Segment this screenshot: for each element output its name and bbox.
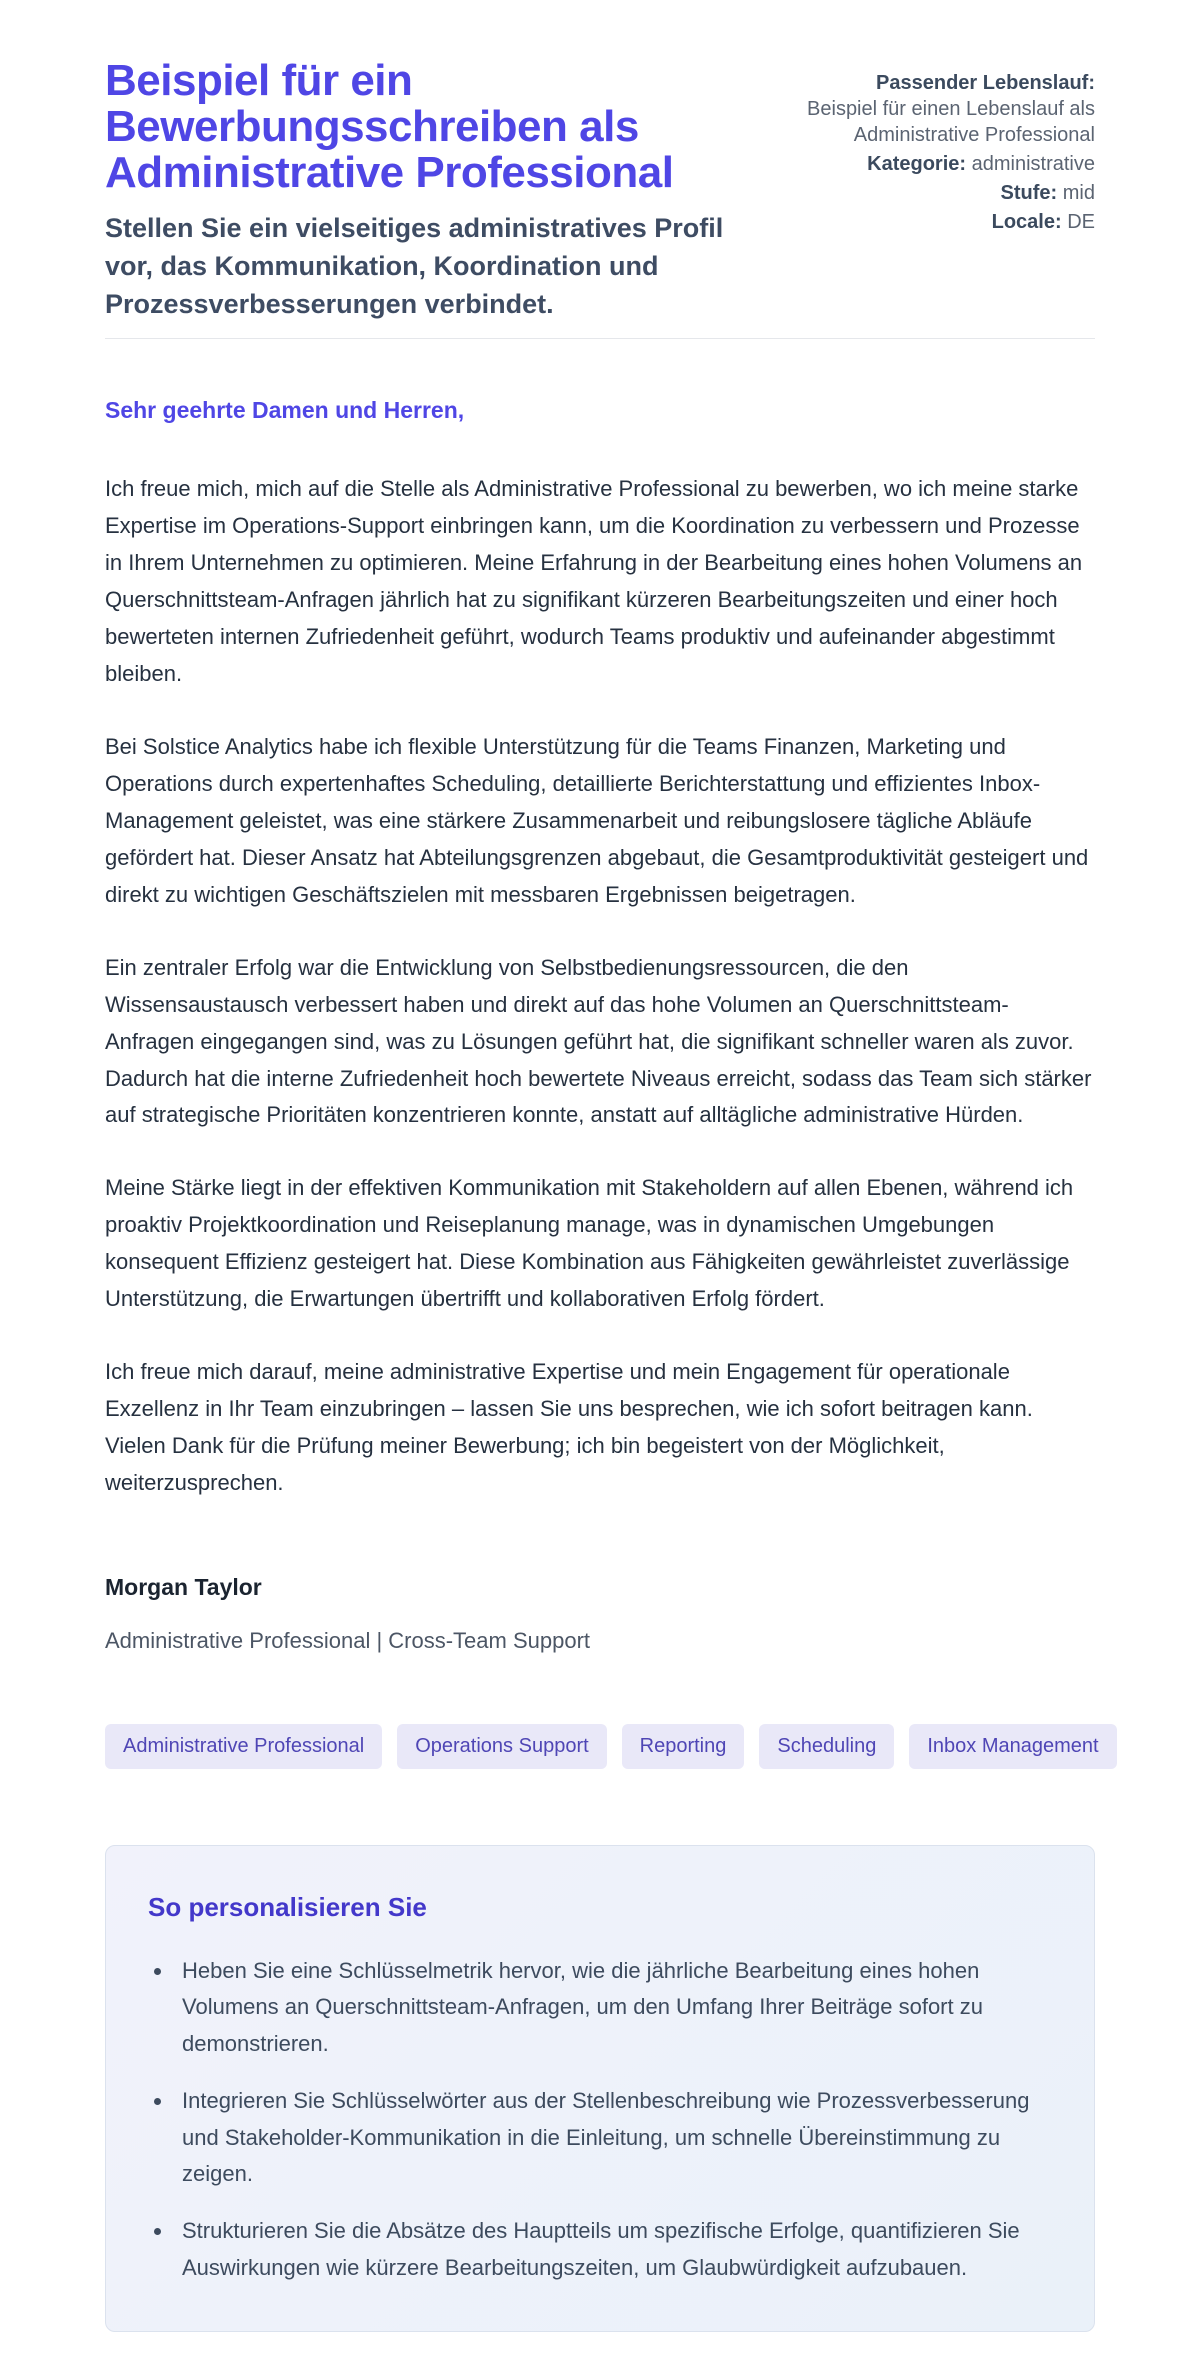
- page-header: [105, 58, 1095, 324]
- page-title: Beispiel für ein Bewerbungsschreiben als Administrative Professional: [105, 56, 674, 198]
- letter-paragraph: Ein zentraler Erfolg war die Entwicklung von Selbstbedienungsressourcen, die den Wissensaustausch verbessert haben und direkt auf das hohe Volumen an Querschnittsteam-Anfragen eingegangen sind, was zu Lösungen geführt hat, die signifikant schneller waren als zuvor. Dadurch hat die interne Zufriedenheit hoch bewertete Niveaus erreicht, sodass das Team sich stärker auf strategische Prioritäten konzentrieren konnte, anstatt auf alltägliche administrative Hürden.: [105, 954, 1092, 1128]
- header-divider: [105, 338, 1095, 339]
- letter-paragraph: Bei Solstice Analytics habe ich flexible Unterstützung für die Teams Finanzen, Marketing und Operations durch expertenhaftes Scheduling, detaillierte Berichterstattung und effizientes Inbox-Management geleistet, was eine stärkere Zusammenarbeit und reibungslosere tägliche Abläufe gefördert hat. Dieser Ansatz hat Abteilungsgrenzen abgebaut, die Gesamtproduktivität gesteigert und direkt zu wichtigen Geschäftszielen mit messbaren Ergebnissen beigetragen.: [105, 733, 1089, 907]
- letter-paragraph: Meine Stärke liegt in der effektiven Kommunikation mit Stakeholdern auf allen Ebenen, während ich proaktiv Projektkoordination und Reiseplanung manage, was in dynamischen Umgebungen konsequent Effizienz gesteigert hat. Diese Kombination aus Fähigkeiten gewährleistet zuverlässige Unterstützung, die Erwartungen übertrifft und kollaborativen Erfolg fördert.: [105, 1175, 1074, 1312]
- level-row: [790, 180, 1095, 206]
- tag-list: [105, 1724, 1099, 1769]
- letter-paragraph: Ich freue mich darauf, meine administrative Expertise und mein Engagement für operationale Exzellenz in Ihr Team einzubringen – lassen Sie uns besprechen, wie ich sofort beitragen kann. Vielen Dank für die Prüfung meiner Bewerbung; ich bin begeistert von der Möglichkeit, weiterzusprechen.: [105, 1359, 1033, 1496]
- level-label: Stufe:: [1000, 182, 1058, 204]
- tips-heading: So personalisieren Sie: [148, 1891, 427, 1922]
- personalization-tips-panel: [105, 1845, 1095, 2332]
- locale-label: Locale:: [991, 211, 1062, 233]
- tag-pill-inbox-management[interactable]: Inbox Management: [909, 1724, 1116, 1769]
- category-value: administrative: [971, 153, 1095, 175]
- category-row: [790, 151, 1095, 177]
- tips-list: [148, 1953, 1052, 2287]
- tip-item: • Heben Sie eine Schlüsselmetrik hervor, wie die jährliche Bearbeitung eines hohen Volumens an Querschnittsteam-Anfragen, um den Umfang Ihrer Beiträge sofort zu demonstrieren.: [174, 1953, 1052, 2063]
- locale-row: [790, 209, 1095, 235]
- tip-item: • Integrieren Sie Schlüsselwörter aus der Stellenbeschreibung wie Prozessverbesserung und Stakeholder-Kommunikation in die Einleitung, um schnelle Übereinstimmung zu zeigen.: [174, 2083, 1052, 2193]
- signature-name: Morgan Taylor: [105, 1574, 262, 1601]
- letter-body: [105, 391, 1095, 1660]
- locale-value: DE: [1067, 211, 1095, 233]
- header-title-block: [105, 58, 750, 324]
- tag-pill-administrative-professional[interactable]: Administrative Professional: [105, 1724, 382, 1769]
- meta-panel: [790, 58, 1095, 324]
- tag-pill-operations-support[interactable]: Operations Support: [397, 1724, 606, 1769]
- matching-resume-label: Passender Lebenslauf:: [876, 72, 1095, 94]
- letter-greeting: Sehr geehrte Damen und Herren,: [105, 396, 465, 423]
- matching-resume-row: [790, 70, 1095, 148]
- matching-resume-link[interactable]: Beispiel für einen Lebenslauf als Administrative Professional: [807, 98, 1095, 146]
- tip-item: • Strukturieren Sie die Absätze des Hauptteils um spezifische Erfolge, quantifizieren Sie Auswirkungen wie kürzere Bearbeitungszeiten, um Glaubwürdigkeit aufzubauen.: [174, 2213, 1052, 2286]
- signature-block: [105, 1568, 1095, 1660]
- level-value: mid: [1062, 182, 1095, 204]
- signature-role: Administrative Professional | Cross-Team Support: [105, 1627, 591, 1653]
- category-label: Kategorie:: [867, 153, 967, 175]
- tag-pill-reporting[interactable]: Reporting: [622, 1724, 745, 1769]
- letter-paragraph: Ich freue mich, mich auf die Stelle als Administrative Professional zu bewerben, wo ich meine starke Expertise im Operations-Support einbringen kann, um die Koordination zu verbessern und Prozesse in Ihrem Unternehmen zu optimieren. Meine Erfahrung in der Bearbeitung eines hohen Volumens an Querschnittsteam-Anfragen jährlich hat zu signifikant kürzeren Bearbeitungszeiten und einer hoch bewerteten internen Zufriedenheit geführt, wodurch Teams produktiv und aufeinander abgestimmt bleiben.: [105, 476, 1083, 686]
- tag-pill-scheduling[interactable]: Scheduling: [759, 1724, 894, 1769]
- page-subtitle: Stellen Sie ein vielseitiges administratives Profil vor, das Kommunikation, Koordination und Prozessverbesserungen verbindet.: [105, 212, 724, 320]
- cover-letter-page: [105, 0, 1099, 2332]
